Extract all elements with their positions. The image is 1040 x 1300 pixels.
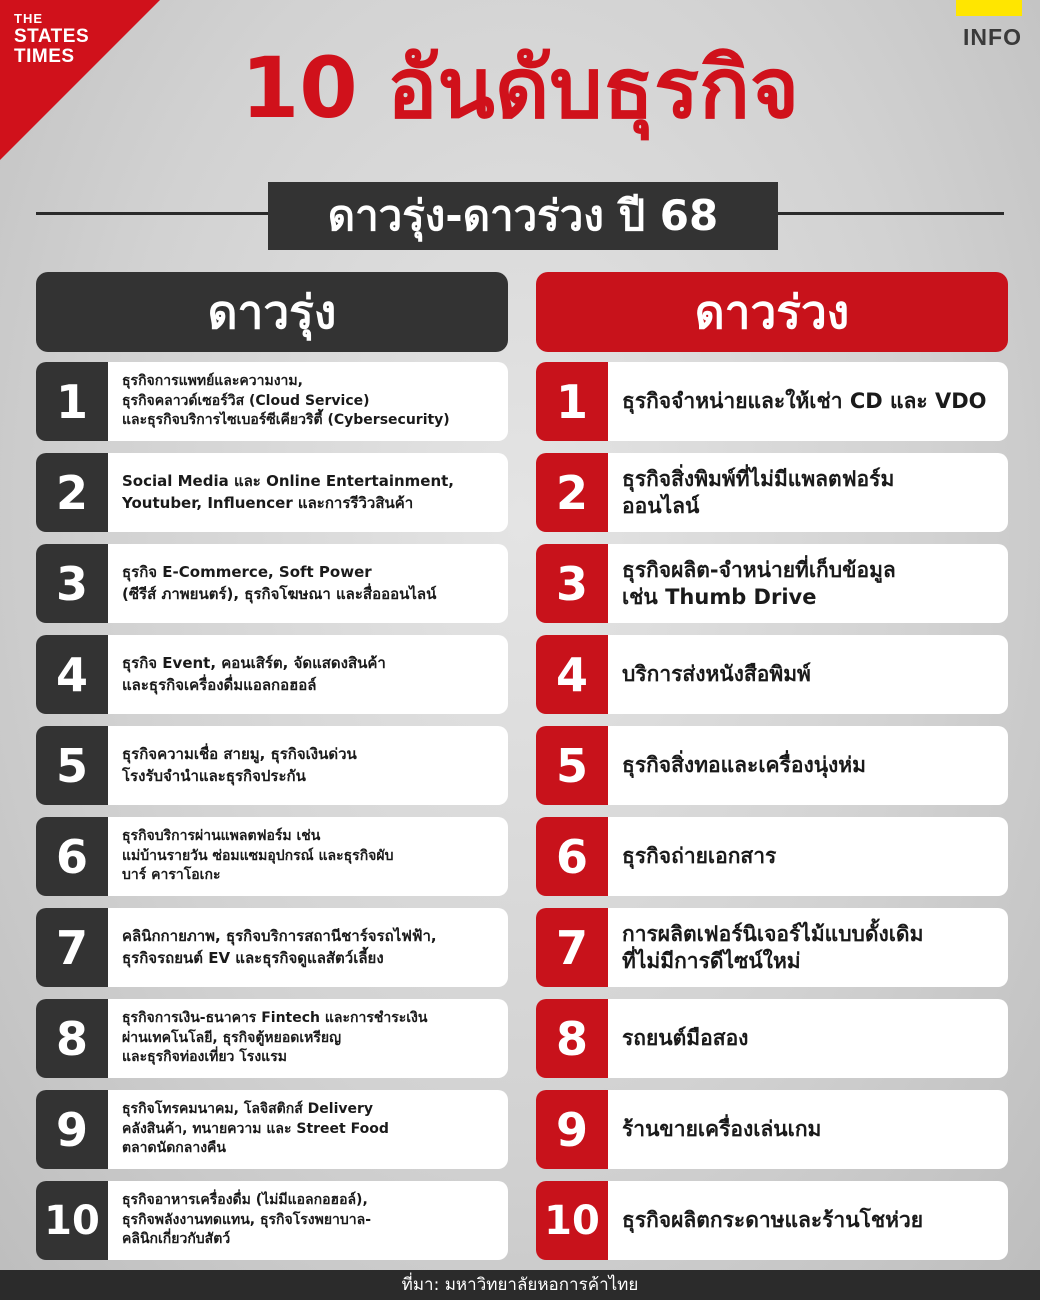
rising-item-text: ธุรกิจบริการผ่านแพลตฟอร์ม เช่น แม่บ้านรายวัน ซ่อมแซมอุปกรณ์ และธุรกิจผับ บาร์ คาราโอเกะ (122, 828, 394, 884)
rank-number: 6 (36, 817, 108, 896)
falling-item (536, 817, 1008, 896)
rank-number: 8 (536, 999, 608, 1078)
rank-number: 3 (536, 544, 608, 623)
rising-item-text: คลินิกกายภาพ, ธุรกิจบริการสถานีชาร์จรถไฟฟ้า, ธุรกิจรถยนต์ EV และธุรกิจดูแลสัตว์เลี้ยง (122, 926, 437, 967)
rank-number: 7 (536, 908, 608, 987)
rising-item (36, 1090, 508, 1169)
falling-item (536, 453, 1008, 532)
rank-number: 9 (536, 1090, 608, 1169)
rising-item (36, 726, 508, 805)
falling-item (536, 635, 1008, 714)
rank-number: 3 (36, 544, 108, 623)
rank-number: 2 (536, 453, 608, 532)
falling-item-text: รถยนต์มือสอง (622, 1026, 749, 1051)
info-label: INFO (963, 24, 1022, 50)
page-title: 10 อันดับธุรกิจ (240, 39, 800, 137)
rising-item (36, 544, 508, 623)
rank-number: 1 (536, 362, 608, 441)
logo-line-2: STATES (14, 26, 90, 47)
falling-item-text: ธุรกิจถ่ายเอกสาร (622, 844, 777, 869)
rank-number: 8 (36, 999, 108, 1078)
falling-item (536, 999, 1008, 1078)
rank-number: 10 (36, 1181, 108, 1260)
rising-item-text: ธุรกิจการแพทย์และความงาม, ธุรกิจคลาวด์เซอร์วิส (Cloud Service) และธุรกิจบริการไซเบอร์ซีเคียวริตี้ (Cybersecurity) (122, 373, 450, 429)
falling-item-text: ร้านขายเครื่องเล่นเกม (622, 1117, 822, 1142)
rising-item-text: ธุรกิจความเชื่อ สายมู, ธุรกิจเงินด่วน โรงรับจำนำและธุรกิจประกัน (122, 744, 357, 785)
rising-item (36, 1181, 508, 1260)
rising-item (36, 362, 508, 441)
falling-item (536, 544, 1008, 623)
rising-item (36, 999, 508, 1078)
falling-item-text: ธุรกิจผลิต-จำหน่ายที่เก็บข้อมูล เช่น Thumb Drive (622, 558, 896, 609)
falling-item (536, 908, 1008, 987)
rising-item (36, 817, 508, 896)
falling-item (536, 1181, 1008, 1260)
falling-item-text: การผลิตเฟอร์นิเจอร์ไม้แบบดั้งเดิม ที่ไม่มีการดีไซน์ใหม่ (622, 922, 924, 973)
source-footer: ที่มา: มหาวิทยาลัยหอการค้าไทย (0, 1270, 1040, 1300)
rank-number: 5 (536, 726, 608, 805)
info-accent-bar (956, 0, 1022, 16)
logo-line-1: THE (14, 11, 43, 26)
rank-number: 9 (36, 1090, 108, 1169)
falling-item-text: บริการส่งหนังสือพิมพ์ (622, 662, 811, 687)
rank-number: 7 (36, 908, 108, 987)
falling-item-text: ธุรกิจสิ่งทอและเครื่องนุ่งห่ม (622, 753, 866, 778)
rising-item (36, 453, 508, 532)
falling-item-text: ธุรกิจจำหน่ายและให้เช่า CD และ VDO (622, 389, 987, 414)
rank-number: 1 (36, 362, 108, 441)
rank-number: 5 (36, 726, 108, 805)
falling-item (536, 726, 1008, 805)
rising-header: ดาวรุ่ง (36, 272, 508, 352)
rank-number: 4 (536, 635, 608, 714)
falling-item (536, 362, 1008, 441)
rank-number: 6 (536, 817, 608, 896)
falling-item-text: ธุรกิจผลิตกระดาษและร้านโชห่วย (622, 1208, 924, 1233)
falling-item-text: ธุรกิจสิ่งพิมพ์ที่ไม่มีแพลตฟอร์ม ออนไลน์ (622, 467, 895, 518)
rising-item-text: ธุรกิจโทรคมนาคม, โลจิสติกส์ Delivery คลังสินค้า, ทนายความ และ Street Food ตลาดนัดกลางคืน (122, 1101, 389, 1157)
rising-item (36, 635, 508, 714)
rising-item (36, 908, 508, 987)
rising-item-text: ธุรกิจ E-Commerce, Soft Power (ซีรีส์ ภาพยนตร์), ธุรกิจโฆษณา และสื่อออนไลน์ (122, 562, 437, 603)
rank-number: 4 (36, 635, 108, 714)
falling-item (536, 1090, 1008, 1169)
rising-list (36, 362, 508, 1272)
rising-item-text: Social Media และ Online Entertainment, Youtuber, Influencer และการรีวิวสินค้า (122, 471, 455, 512)
logo-line-3: TIMES (14, 46, 75, 67)
rank-number: 2 (36, 453, 108, 532)
rank-number: 10 (536, 1181, 608, 1260)
falling-header: ดาวร่วง (536, 272, 1008, 352)
falling-list (536, 362, 1008, 1272)
rising-item-text: ธุรกิจ Event, คอนเสิร์ต, จัดแสดงสินค้า และธุรกิจเครื่องดื่มแอลกอฮอล์ (122, 653, 386, 694)
subtitle: ดาวรุ่ง-ดาวร่วง ปี 68 (268, 182, 778, 250)
rising-item-text: ธุรกิจอาหารเครื่องดื่ม (ไม่มีแอลกอฮอล์), ธุรกิจพลังงานทดแทน, ธุรกิจโรงพยาบาล- คลินิกเกี่ยวกับสัตว์ (122, 1192, 372, 1248)
rising-item-text: ธุรกิจการเงิน-ธนาคาร Fintech และการชำระเงิน ผ่านเทคโนโลยี, ธุรกิจตู้หยอดเหรียญ และธุรกิจท่องเที่ยว โรงแรม (122, 1010, 428, 1066)
